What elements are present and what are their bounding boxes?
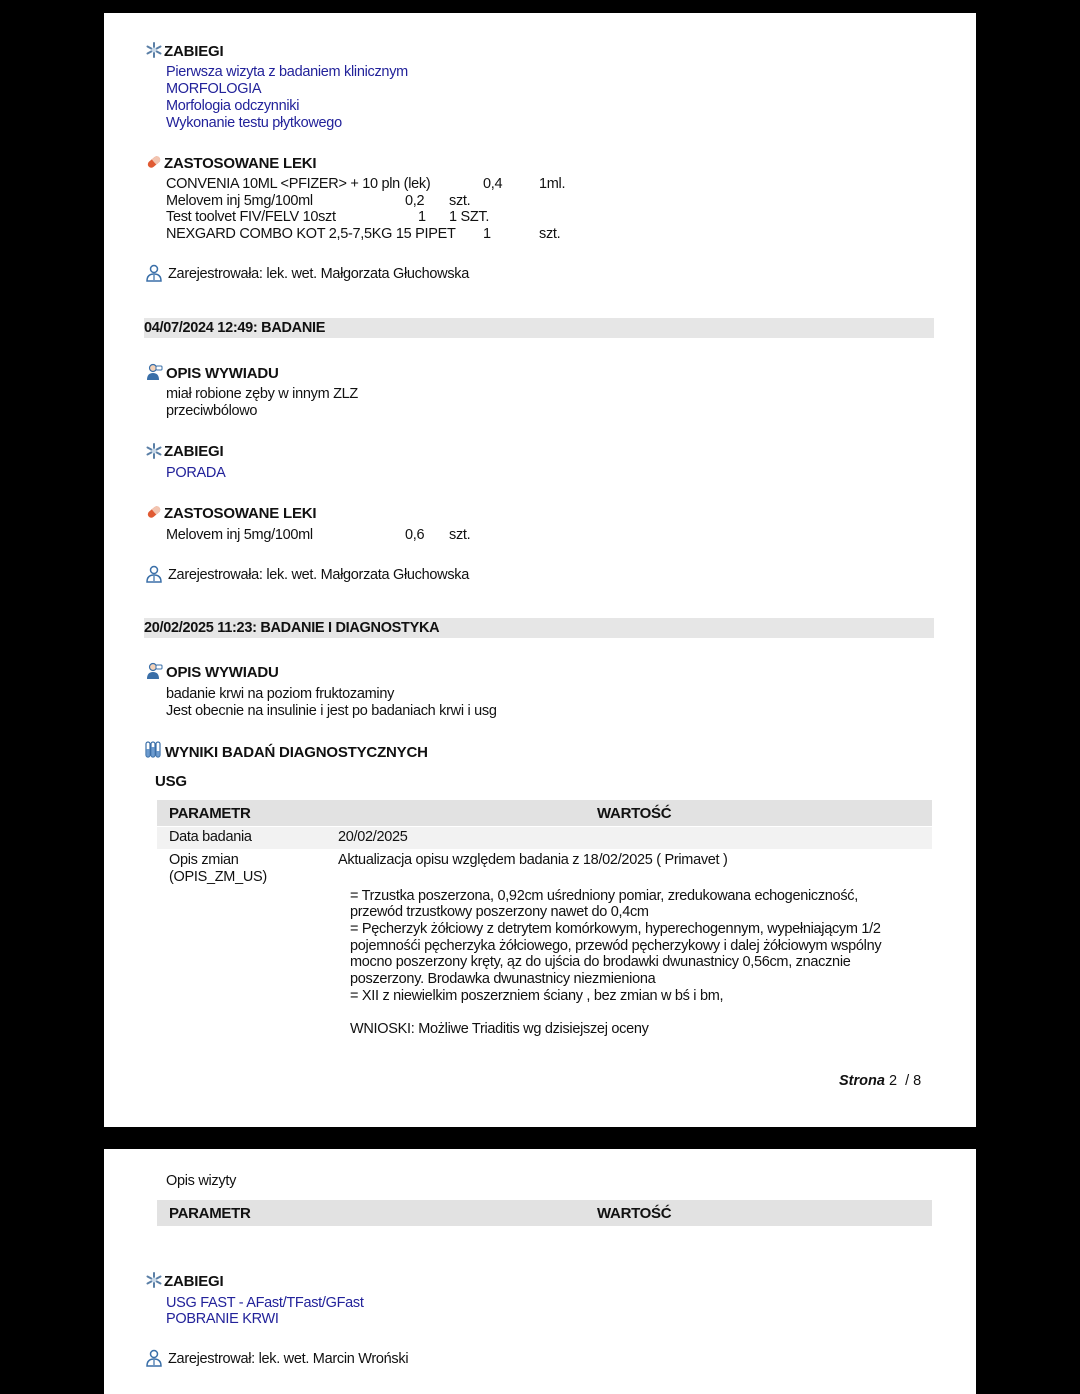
procedure-item[interactable]: MORFOLOGIA (166, 81, 262, 97)
test-tubes-icon (144, 741, 162, 759)
interview-line: miał robione zęby w innym ZLZ (166, 386, 358, 402)
conclusion-line: WNIOSKI: Możliwe Triaditis wg dzisiejszej oceny (350, 1021, 649, 1037)
results-table-header (157, 1200, 932, 1226)
drug-qty: 0,4 (483, 176, 503, 192)
drug-name: Melovem inj 5mg/100ml (166, 527, 313, 543)
param-value: Aktualizacja opisu względem badania z 18/02/2025 ( Primavet ) (338, 852, 728, 868)
drug-qty: 1 (483, 226, 491, 242)
param-name: Opis zmian (169, 852, 239, 868)
registered-by: Zarejestrowała: lek. wet. Małgorzata Głuchowska (168, 266, 469, 282)
exam-name: USG (155, 773, 187, 790)
drug-name: NEXGARD COMBO KOT 2,5-7,5KG 15 PIPET (166, 226, 456, 242)
procedure-item[interactable]: Morfologia odczynniki (166, 98, 300, 114)
drug-unit: 1 SZT. (449, 209, 490, 225)
findings-line: = XII z niewielkim poszerzniem ściany , bez zmian w bś i bm, (350, 988, 724, 1004)
drug-qty: 1 (418, 209, 426, 225)
pill-icon (145, 503, 163, 521)
findings-line: przewód trzustkowy poszerzony nawet do 0,4cm (350, 904, 649, 920)
drug-name: Melovem inj 5mg/100ml (166, 193, 313, 209)
findings-line: = Pęcherzyk żółciowy z detrytem komórkowym, hyperechogennym, wypełniającym 1/2 (350, 921, 881, 937)
param-name: Data badania (169, 829, 252, 845)
drug-unit: szt. (449, 527, 471, 543)
procedure-icon (145, 1271, 163, 1289)
section-title-leki: ZASTOSOWANE LEKI (164, 155, 317, 172)
interview-line: badanie krwi na poziom fruktozaminy (166, 686, 395, 702)
page-current: 2 (888, 1073, 898, 1089)
drug-unit: szt. (449, 193, 471, 209)
interview-icon (145, 662, 163, 680)
pill-icon (145, 153, 163, 171)
findings-line: mocno poszerzony kręty, ąz do ujścia do brodawki dwunastnicy 0,56cm, znacznie (350, 954, 851, 970)
procedure-item[interactable]: Pierwsza wizyta z badaniem klinicznym (166, 64, 408, 80)
table-row (157, 827, 932, 849)
document-page-1 (104, 13, 976, 1127)
col-header-param: PARAMETR (169, 805, 251, 822)
findings-line: poszerzony. Brodawka dwunastnicy niezmieniona (350, 971, 656, 987)
param-value: 20/02/2025 (338, 829, 408, 845)
procedure-item[interactable]: USG FAST - AFast/TFast/GFast (166, 1295, 364, 1311)
document-page-2 (104, 1149, 976, 1394)
doctor-icon (145, 1349, 163, 1367)
registered-by: Zarejestrował: lek. wet. Marcin Wroński (168, 1351, 409, 1367)
visit-header-text: 20/02/2025 11:23: BADANIE I DIAGNOSTYKA (144, 620, 440, 636)
col-header-value: WARTOŚĆ (597, 1205, 672, 1222)
section-title-zabiegi: ZABIEGI (164, 1273, 224, 1290)
interview-line: przeciwbólowo (166, 403, 258, 419)
doctor-icon (145, 264, 163, 282)
results-table-header (157, 800, 932, 826)
section-title-zabiegi: ZABIEGI (164, 443, 224, 460)
page-separator: / (905, 1073, 910, 1089)
doctor-icon (145, 565, 163, 583)
section-title-zabiegi: ZABIEGI (164, 43, 224, 60)
findings-line: pojemnośći pęcherzyka żółciowego, przewód pęcherzykowy i dalej żółciowym wspólny (350, 938, 882, 954)
interview-line: Jest obecnie na insulinie i jest po badaniach krwi i usg (166, 703, 497, 719)
page-number (839, 1073, 921, 1089)
procedure-item[interactable]: POBRANIE KRWI (166, 1311, 279, 1327)
interview-icon (145, 363, 163, 381)
procedure-icon (145, 41, 163, 59)
drug-unit: szt. (539, 226, 561, 242)
drug-qty: 0,6 (405, 527, 425, 543)
section-title-leki: ZASTOSOWANE LEKI (164, 505, 317, 522)
exam-name: Opis wizyty (166, 1173, 237, 1189)
section-title-wywiad: OPIS WYWIADU (166, 365, 279, 382)
findings-line: = Trzustka poszerzona, 0,92cm uśredniony pomiar, zredukowana echogeniczność, (350, 888, 858, 904)
page-total: 8 (913, 1073, 922, 1089)
section-title-wywiad: OPIS WYWIADU (166, 664, 279, 681)
drug-name: CONVENIA 10ML <PFIZER> + 10 pln (lek) (166, 176, 431, 192)
drug-unit: 1ml. (539, 176, 566, 192)
visit-header-text: 04/07/2024 12:49: BADANIE (144, 320, 326, 336)
col-header-value: WARTOŚĆ (597, 805, 672, 822)
param-name: (OPIS_ZM_US) (169, 869, 267, 885)
procedure-icon (145, 442, 163, 460)
visit-header (144, 318, 934, 338)
drug-name: Test toolvet FIV/FELV 10szt (166, 209, 336, 225)
col-header-param: PARAMETR (169, 1205, 251, 1222)
section-title-wyniki: WYNIKI BADAŃ DIAGNOSTYCZNYCH (165, 744, 428, 761)
procedure-item[interactable]: PORADA (166, 465, 226, 481)
page-label: Strona (839, 1073, 885, 1089)
registered-by: Zarejestrowała: lek. wet. Małgorzata Głuchowska (168, 567, 469, 583)
procedure-item[interactable]: Wykonanie testu płytkowego (166, 115, 342, 131)
visit-header (144, 618, 934, 638)
drug-qty: 0,2 (405, 193, 425, 209)
